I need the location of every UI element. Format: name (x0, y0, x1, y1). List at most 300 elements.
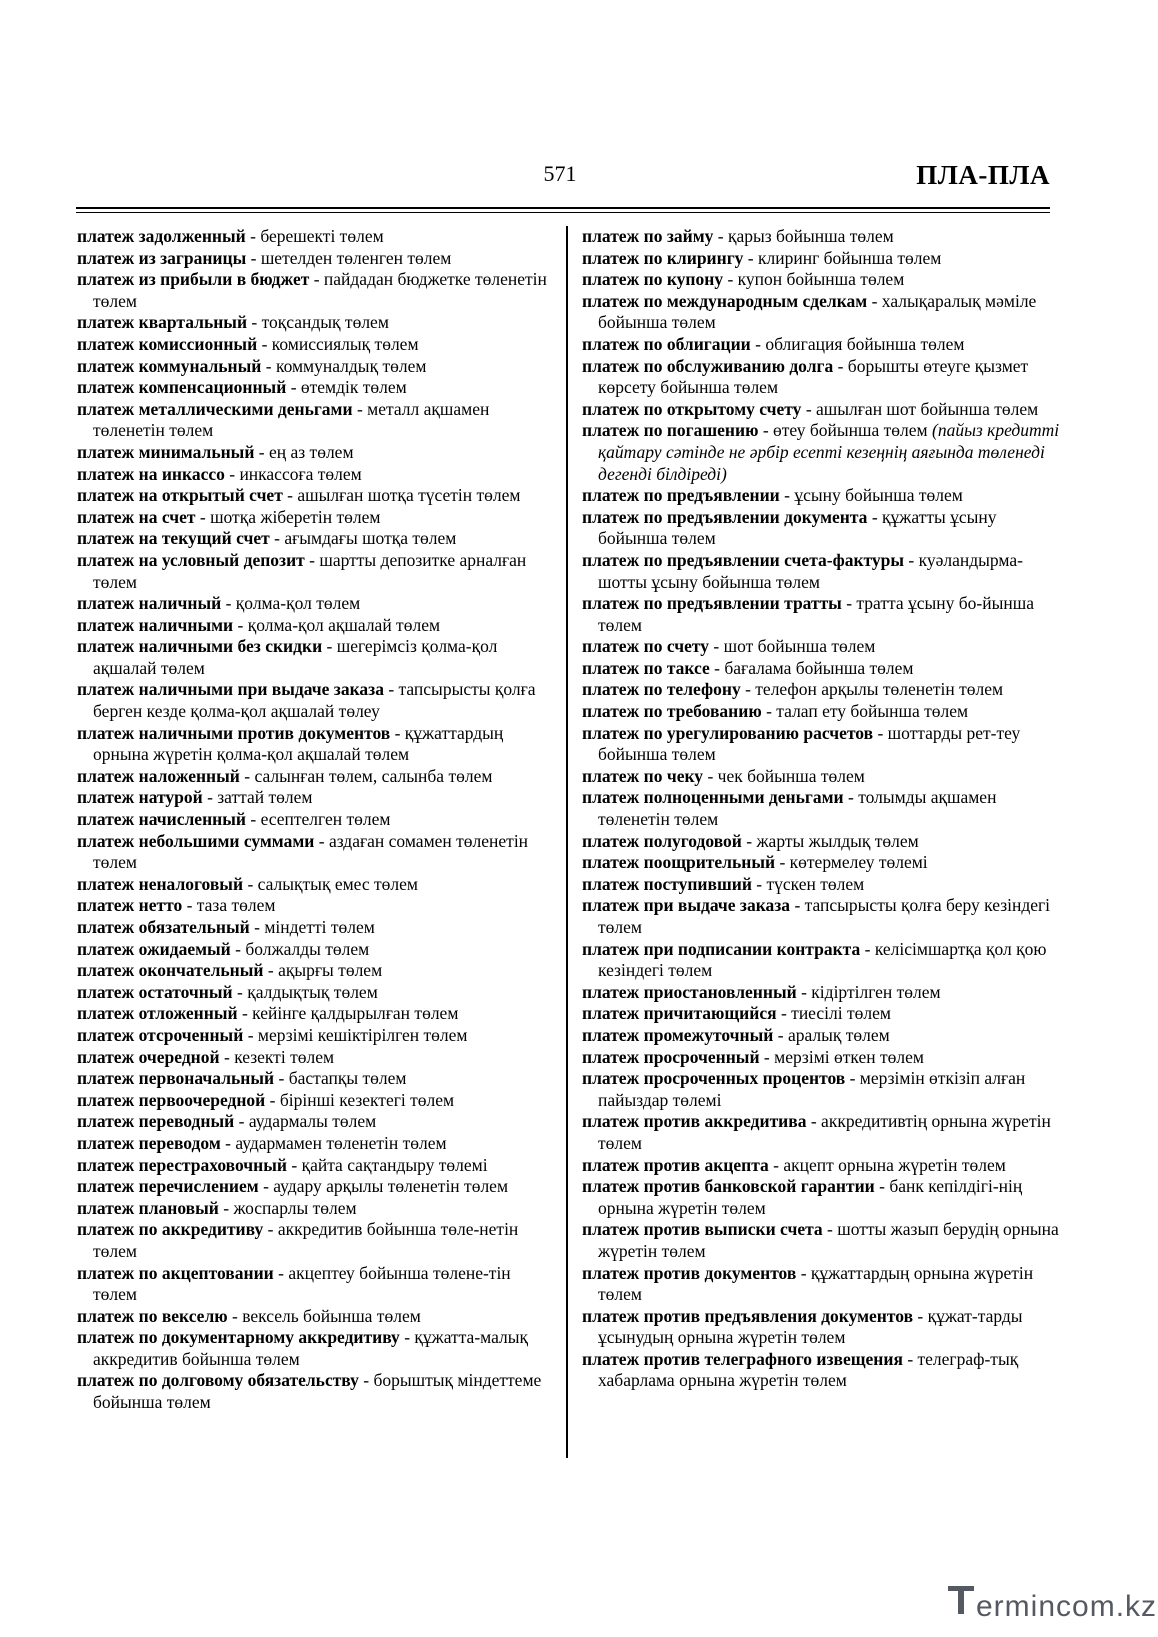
entry-definition: кезекті төлем (234, 1046, 335, 1067)
entry-definition: борыштық міндеттеме бойынша төлем (93, 1370, 542, 1413)
entry-term: платеж просроченный (582, 1046, 760, 1067)
entry-definition: шоттарды рет-теу бойынша төлем (598, 722, 1021, 765)
dictionary-entry (77, 1306, 549, 1328)
entry-definition: көтермелеу төлемі (789, 852, 928, 873)
entry-separator: - (399, 1327, 415, 1348)
dictionary-entry (582, 507, 1060, 550)
entry-term: платеж металлическими деньгами (77, 398, 353, 419)
entry-term: платеж отложенный (77, 1003, 238, 1024)
entry-term: платеж по документарному аккредитиву (77, 1327, 400, 1348)
entry-definition: ашылған шот бойынша төлем (816, 398, 1039, 419)
entry-separator: - (874, 1176, 890, 1197)
dictionary-entry (582, 636, 1060, 658)
entry-separator: - (740, 679, 756, 700)
entry-definition: шот бойынша төлем (723, 636, 876, 657)
dictionary-entry (582, 269, 1060, 291)
entry-term: платеж по урегулированию расчетов (582, 722, 874, 743)
entry-separator: - (776, 1003, 792, 1024)
entry-definition: шартты депозитке арналған төлем (93, 549, 527, 592)
dictionary-entry (77, 485, 549, 507)
entry-definition: қайта сақтандыру төлемі (301, 1154, 488, 1175)
entry-term: платеж на открытый счет (77, 485, 283, 506)
entry-definition: қолма-қол төлем (235, 593, 361, 614)
dictionary-entry (77, 939, 549, 961)
entry-term: платеж по предъявлении (582, 485, 780, 506)
dictionary-entry (77, 679, 549, 722)
entry-separator: - (913, 1305, 928, 1326)
dictionary-entry (582, 226, 1060, 248)
entry-separator: - (258, 1176, 274, 1197)
dictionary-entry (582, 1176, 1060, 1219)
entry-definition: мерзімі өткен төлем (774, 1046, 924, 1067)
entry-separator: - (182, 895, 197, 916)
entry-term: платеж отсроченный (77, 1024, 244, 1045)
entry-separator: - (902, 1348, 918, 1369)
entry-separator: - (282, 485, 298, 506)
entry-definition: акцепт орнына жүретін төлем (783, 1154, 1006, 1175)
entry-definition: талап ету бойынша төлем (776, 701, 969, 722)
entry-separator: - (867, 290, 882, 311)
dictionary-entry (582, 895, 1060, 938)
entry-term: платеж наличными против документов (77, 722, 391, 743)
entry-term: платеж по обслуживанию долга (582, 355, 834, 376)
entry-separator: - (801, 398, 817, 419)
entry-separator: - (768, 1154, 784, 1175)
entry-term: платеж против телеграфного извещения (582, 1348, 903, 1369)
header-rule-thin (76, 212, 1050, 213)
dictionary-entry (582, 1068, 1060, 1111)
dictionary-entry (582, 485, 1060, 507)
entry-term: платеж промежуточный (582, 1024, 774, 1045)
entry-definition: аудару арқылы төленетін төлем (273, 1176, 509, 1197)
dictionary-entry (77, 377, 549, 399)
dictionary-entry (582, 766, 1060, 788)
entry-definition: телеграф-тық хабарлама орнына жүретін төлем (598, 1348, 1019, 1391)
entry-separator: - (904, 549, 919, 570)
entry-term: платеж переводом (77, 1132, 221, 1153)
entry-definition: телефон арқылы төленетін төлем (755, 679, 1004, 700)
entry-term: платеж обязательный (77, 917, 250, 937)
entry-definition: чек бойынша төлем (717, 765, 865, 786)
entry-definition: куәландырма-шотты ұсыну бойынша төлем (598, 549, 1023, 592)
entry-definition: коммуналдық төлем (275, 355, 427, 376)
dictionary-entry (77, 528, 549, 550)
entry-definition: қарыз бойынша төлем (727, 226, 894, 246)
entry-term: платеж из прибыли в бюджет (77, 269, 310, 290)
entry-separator: - (860, 938, 875, 959)
entry-separator: - (796, 1262, 811, 1283)
dictionary-entry (582, 550, 1060, 593)
entry-term: платеж наличными при выдаче заказа (77, 679, 384, 700)
entry-separator: - (723, 269, 738, 290)
column-divider (566, 226, 568, 1458)
entry-term: платеж натурой (77, 787, 203, 808)
entry-term: платеж первоочередной (77, 1089, 266, 1110)
entry-separator: - (309, 269, 324, 290)
entry-term: платеж очередной (77, 1046, 220, 1067)
entry-term: платеж перестраховочный (77, 1154, 287, 1175)
entry-separator: - (390, 722, 405, 743)
dictionary-entry (582, 787, 1060, 830)
entry-term: платеж против выписки счета (582, 1219, 823, 1240)
dictionary-entry (77, 723, 549, 766)
entry-term: платеж плановый (77, 1197, 219, 1218)
entry-definition: шегерімсіз қолма-қол ақшалай төлем (93, 636, 498, 678)
dictionary-entry (77, 248, 549, 270)
entry-definition: шотқа жіберетін төлем (210, 506, 381, 527)
entry-definition: құжат-тарды ұсынудың орнына жүретін төлем (598, 1305, 1023, 1348)
dictionary-entry (77, 895, 549, 917)
dictionary-entry (77, 1025, 549, 1047)
entry-separator: - (775, 852, 790, 873)
dictionary-entry (77, 1047, 549, 1069)
entry-separator: - (254, 441, 269, 462)
entry-separator: - (218, 1197, 234, 1218)
entry-separator: - (249, 917, 265, 937)
dictionary-entry (77, 1090, 549, 1112)
entry-definition: ақырғы төлем (278, 960, 383, 981)
dictionary-entry (582, 291, 1060, 334)
entry-definition: банк кепілдігі-нің орнына жүретін төлем (598, 1176, 1023, 1218)
watermark-logo (948, 1582, 1157, 1624)
dictionary-entry (77, 1176, 549, 1198)
entry-separator: - (195, 506, 211, 527)
entry-separator: - (796, 981, 812, 1002)
entry-definition: өтеу бойынша төлем (773, 420, 932, 441)
dictionary-entry (582, 658, 1060, 680)
entry-separator: - (741, 830, 757, 851)
dictionary-entry (77, 442, 549, 464)
entry-separator: - (833, 355, 848, 376)
entry-separator: - (261, 355, 276, 376)
entry-term: платеж по займу (582, 226, 714, 246)
entry-term: платеж нетто (77, 895, 183, 916)
entry-separator: - (822, 1219, 838, 1240)
dictionary-entry (582, 356, 1060, 399)
entry-separator: - (779, 485, 795, 506)
page-number: 571 (543, 161, 577, 186)
entry-definition: ұсыну бойынша төлем (794, 485, 963, 506)
dictionary-entry (77, 1327, 549, 1370)
entry-definition: тапсырысты қолға берген кезде қолма-қол ақшалай төлеу (93, 679, 536, 722)
entry-term: платеж по погашению (582, 420, 759, 441)
entry-definition: ағымдағы шотқа төлем (284, 528, 457, 549)
entry-definition: толымды ақшамен төленетін төлем (598, 787, 997, 830)
entry-definition: бағалама бойынша төлем (724, 657, 914, 678)
entry-definition: кейінге қалдырылған төлем (252, 1003, 459, 1024)
entry-definition: берешекті төлем (260, 226, 384, 246)
entry-definition: қалдықтық төлем (247, 981, 378, 1002)
entry-definition: жарты жылдық төлем (756, 830, 919, 851)
entry-definition: акцептеу бойынша төлене-тін төлем (93, 1262, 511, 1305)
entry-term: платеж против банковской гарантии (582, 1176, 875, 1197)
entry-term: платеж на текущий счет (77, 528, 270, 549)
entry-term: платеж наличными без скидки (77, 636, 323, 657)
entry-definition: келісімшартқа қол қою кезіндегі төлем (598, 938, 1047, 981)
entry-note: (пайыз кредитті қайтару сәтінде не әрбір есепті кезеңнің аяғында төленеді дегенді білдіреді) (598, 420, 1060, 484)
dictionary-entry (77, 1198, 549, 1220)
dictionary-entry (77, 464, 549, 486)
entry-term: платеж небольшими суммами (77, 830, 315, 851)
dictionary-entry (582, 1349, 1060, 1392)
dictionary-entry (77, 356, 549, 378)
entry-definition: ашылған шотқа түсетін төлем (297, 485, 521, 506)
entry-term: платеж против предъявления документов (582, 1305, 914, 1326)
entry-term: платеж против аккредитива (582, 1111, 807, 1132)
entry-term: платеж причитающийся (582, 1003, 777, 1024)
entry-definition: тиесілі төлем (791, 1003, 891, 1024)
entry-term: платеж по купону (582, 269, 724, 290)
dictionary-entry (77, 960, 549, 982)
entry-definition: салынған төлем, салынба төлем (254, 765, 493, 786)
entry-definition: қолма-қол ақшалай төлем (247, 614, 441, 635)
dictionary-entry (77, 874, 549, 896)
dictionary-entry (582, 593, 1060, 636)
entry-separator: - (841, 593, 857, 614)
dictionary-entry (582, 1047, 1060, 1069)
entry-separator: - (230, 938, 246, 959)
entry-separator: - (806, 1111, 822, 1132)
entry-term: платеж против документов (582, 1262, 797, 1283)
entry-separator: - (713, 226, 728, 246)
entry-separator: - (751, 873, 767, 894)
entry-separator: - (286, 1154, 302, 1175)
entry-term: платеж по предъявлении тратты (582, 593, 842, 614)
dictionary-entry (77, 269, 549, 312)
entry-definition: аралық төлем (787, 1024, 890, 1045)
dictionary-entry (77, 1263, 549, 1306)
entry-term: платеж компенсационный (77, 377, 287, 398)
dictionary-entry (582, 939, 1060, 982)
entry-definition: аккредитивтің орнына жүретін төлем (598, 1111, 1051, 1153)
entry-separator: - (221, 593, 236, 614)
entry-term: платеж наличными (77, 614, 234, 635)
entry-term: платеж на условный депозит (77, 549, 305, 570)
entry-separator: - (761, 701, 777, 722)
entry-separator: - (234, 1111, 249, 1132)
dictionary-entry (582, 1025, 1060, 1047)
entry-definition: құжатты ұсыну бойынша төлем (598, 506, 997, 549)
entry-definition: мерзімі кешіктірілген төлем (257, 1024, 468, 1045)
entry-separator: - (750, 333, 766, 354)
entry-definition: пайдадан бюджетке төленетін төлем (93, 269, 547, 311)
entry-term: платеж против акцепта (582, 1154, 769, 1175)
entry-definition: ең аз төлем (268, 441, 354, 462)
dictionary-entry (77, 766, 549, 788)
entry-definition: таза төлем (196, 895, 276, 916)
entry-term: платеж по требованию (582, 701, 762, 722)
entry-definition: құжаттардың орнына жүретін қолма-қол ақшалай төлем (93, 722, 504, 765)
entry-definition: борышты өтеуге қызмет көрсету бойынша төлем (598, 355, 1029, 398)
dictionary-entry (77, 831, 549, 874)
dictionary-entry (77, 1068, 549, 1090)
entry-term: платеж переводный (77, 1111, 235, 1132)
entry-definition: аудармамен төленетін төлем (235, 1132, 447, 1153)
dictionary-entry (582, 1003, 1060, 1025)
dictionary-entry (77, 636, 549, 679)
entry-definition: облигация бойынша төлем (765, 333, 965, 354)
dictionary-entry (582, 1155, 1060, 1177)
dictionary-entry (582, 874, 1060, 896)
entry-separator: - (227, 1305, 243, 1326)
entry-separator: - (263, 960, 279, 981)
dictionary-entry (77, 982, 549, 1004)
entry-definition: түскен төлем (766, 873, 865, 894)
dictionary-entry (582, 334, 1060, 356)
entry-term: платеж перечислением (77, 1176, 259, 1197)
entry-term: платеж по международным сделкам (582, 290, 868, 311)
entry-separator: - (790, 895, 805, 916)
running-head: ПЛА-ПЛА (916, 160, 1050, 190)
entry-definition: өтемдік төлем (300, 377, 407, 398)
entry-separator: - (845, 1068, 860, 1089)
entry-definition: болжалды төлем (245, 938, 370, 959)
entry-term: платеж из заграницы (77, 247, 247, 268)
entry-term: платеж квартальный (77, 312, 248, 333)
dictionary-entry (77, 809, 549, 831)
entry-definition: металл ақшамен төленетін төлем (93, 398, 490, 441)
dictionary-entry (77, 917, 549, 939)
entry-definition: бастапқы төлем (288, 1068, 407, 1089)
entry-definition: есептелген төлем (260, 809, 391, 830)
entry-term: платеж поощрительный (582, 852, 776, 873)
entry-definition: құжаттардың орнына жүретін төлем (598, 1262, 1034, 1305)
entry-separator: - (247, 312, 262, 333)
entry-definition: инкассоға төлем (239, 463, 362, 484)
entry-separator: - (843, 787, 859, 808)
entry-separator: - (263, 1219, 278, 1240)
entry-term: платеж неналоговый (77, 873, 244, 894)
entry-separator: - (257, 333, 272, 354)
entry-definition: кідіртілген төлем (811, 981, 941, 1002)
dictionary-entry (582, 982, 1060, 1004)
entry-separator: - (269, 528, 285, 549)
entry-separator: - (220, 1132, 236, 1153)
dictionary-entry (77, 1111, 549, 1133)
entry-term: платеж минимальный (77, 441, 255, 462)
entry-definition: клиринг бойынша төлем (758, 247, 942, 268)
entry-separator: - (322, 636, 337, 657)
entry-separator: - (239, 765, 255, 786)
entry-term: платеж остаточный (77, 981, 233, 1002)
right-column (582, 226, 1060, 1392)
entry-separator: - (273, 1262, 289, 1283)
entry-separator: - (265, 1089, 280, 1110)
entry-separator: - (358, 1370, 374, 1391)
entry-term: платеж первоначальный (77, 1068, 275, 1089)
entry-separator: - (202, 787, 218, 808)
entry-term: платеж наличный (77, 593, 222, 614)
dictionary-entry (582, 831, 1060, 853)
entry-term: платеж комиссионный (77, 333, 258, 354)
entry-definition: аздаған сомамен төленетін төлем (93, 830, 529, 873)
entry-separator: - (219, 1046, 235, 1067)
dictionary-entry (582, 1306, 1060, 1349)
dictionary-entry (582, 852, 1060, 874)
entry-definition: комиссиялық төлем (271, 333, 419, 354)
logo-text: ermincom.kz (976, 1590, 1158, 1623)
dictionary-entry (77, 399, 549, 442)
entry-separator: - (243, 1024, 258, 1045)
dictionary-entry (77, 1003, 549, 1025)
entry-definition: вексель бойынша төлем (242, 1305, 421, 1326)
dictionary-entry (582, 1219, 1060, 1262)
entry-term: платеж коммунальный (77, 355, 262, 376)
entry-term: платеж по векселю (77, 1305, 228, 1326)
entry-term: платеж начисленный (77, 809, 246, 830)
dictionary-entry (582, 399, 1060, 421)
entry-separator: - (245, 809, 261, 830)
dictionary-entry (77, 615, 549, 637)
entry-term: платеж по аккредитиву (77, 1219, 264, 1240)
entry-definition: бірінші кезектегі төлем (279, 1089, 455, 1110)
entry-definition: купон бойынша төлем (737, 269, 905, 290)
entry-definition: салықтық емес төлем (257, 873, 418, 894)
entry-separator: - (773, 1024, 788, 1045)
entry-definition: шотты жазып берудің орнына жүретін төлем (598, 1219, 1059, 1261)
entry-definition: мерзімін өткізіп алған пайыздар төлемі (598, 1068, 1026, 1110)
entry-separator: - (759, 1046, 775, 1067)
entry-separator: - (233, 614, 248, 635)
entry-term: платеж задолженный (77, 226, 246, 246)
entry-separator: - (867, 506, 883, 527)
entry-term: платеж по счету (582, 636, 710, 657)
dictionary-entry (77, 1370, 549, 1413)
entry-term: платеж окончательный (77, 960, 264, 981)
dictionary-entry (77, 334, 549, 356)
entry-definition: жоспарлы төлем (233, 1197, 357, 1218)
entry-term: платеж по предъявлении документа (582, 506, 868, 527)
entry-definition: тапсырысты қолға беру кезіндегі төлем (598, 895, 1051, 937)
entry-term: платеж наложенный (77, 765, 240, 786)
entry-term: платеж просроченных процентов (582, 1068, 846, 1089)
entry-separator: - (352, 398, 368, 419)
entry-term: платеж на инкассо (77, 463, 225, 484)
entry-term: платеж по чеку (582, 765, 704, 786)
entry-term: платеж по облигации (582, 333, 751, 354)
entry-term: платеж приостановленный (582, 981, 797, 1002)
entry-term: платеж по долговому обязательству (77, 1370, 359, 1391)
entry-definition: тоқсандық төлем (261, 312, 389, 333)
dictionary-entry (77, 550, 549, 593)
dictionary-entry (582, 248, 1060, 270)
dictionary-entry (77, 1155, 549, 1177)
entry-separator: - (709, 636, 724, 657)
entry-term: платеж по открытому счету (582, 398, 802, 419)
dictionary-entry (582, 1263, 1060, 1306)
entry-definition: аккредитив бойынша төле-нетін төлем (93, 1219, 519, 1261)
dictionary-entry (77, 312, 549, 334)
entry-separator: - (743, 247, 758, 268)
entry-definition: халықаралық мәміле бойынша төлем (598, 290, 1037, 333)
entry-separator: - (873, 722, 888, 743)
entry-separator: - (758, 420, 774, 441)
entry-term: платеж ожидаемый (77, 938, 231, 959)
dictionary-entry (582, 723, 1060, 766)
entry-separator: - (304, 549, 320, 570)
entry-separator: - (274, 1068, 289, 1089)
entry-separator: - (243, 873, 258, 894)
dictionary-entry (77, 1133, 549, 1155)
entry-term: платеж по таксе (582, 657, 710, 678)
entry-definition: міндетті төлем (264, 917, 375, 937)
entry-term: платеж на счет (77, 506, 196, 527)
dictionary-entry (582, 420, 1060, 485)
entry-term: платеж при подписании контракта (582, 938, 861, 959)
entry-separator: - (224, 463, 240, 484)
entry-term: платеж поступивший (582, 873, 752, 894)
dictionary-entry (582, 1111, 1060, 1154)
